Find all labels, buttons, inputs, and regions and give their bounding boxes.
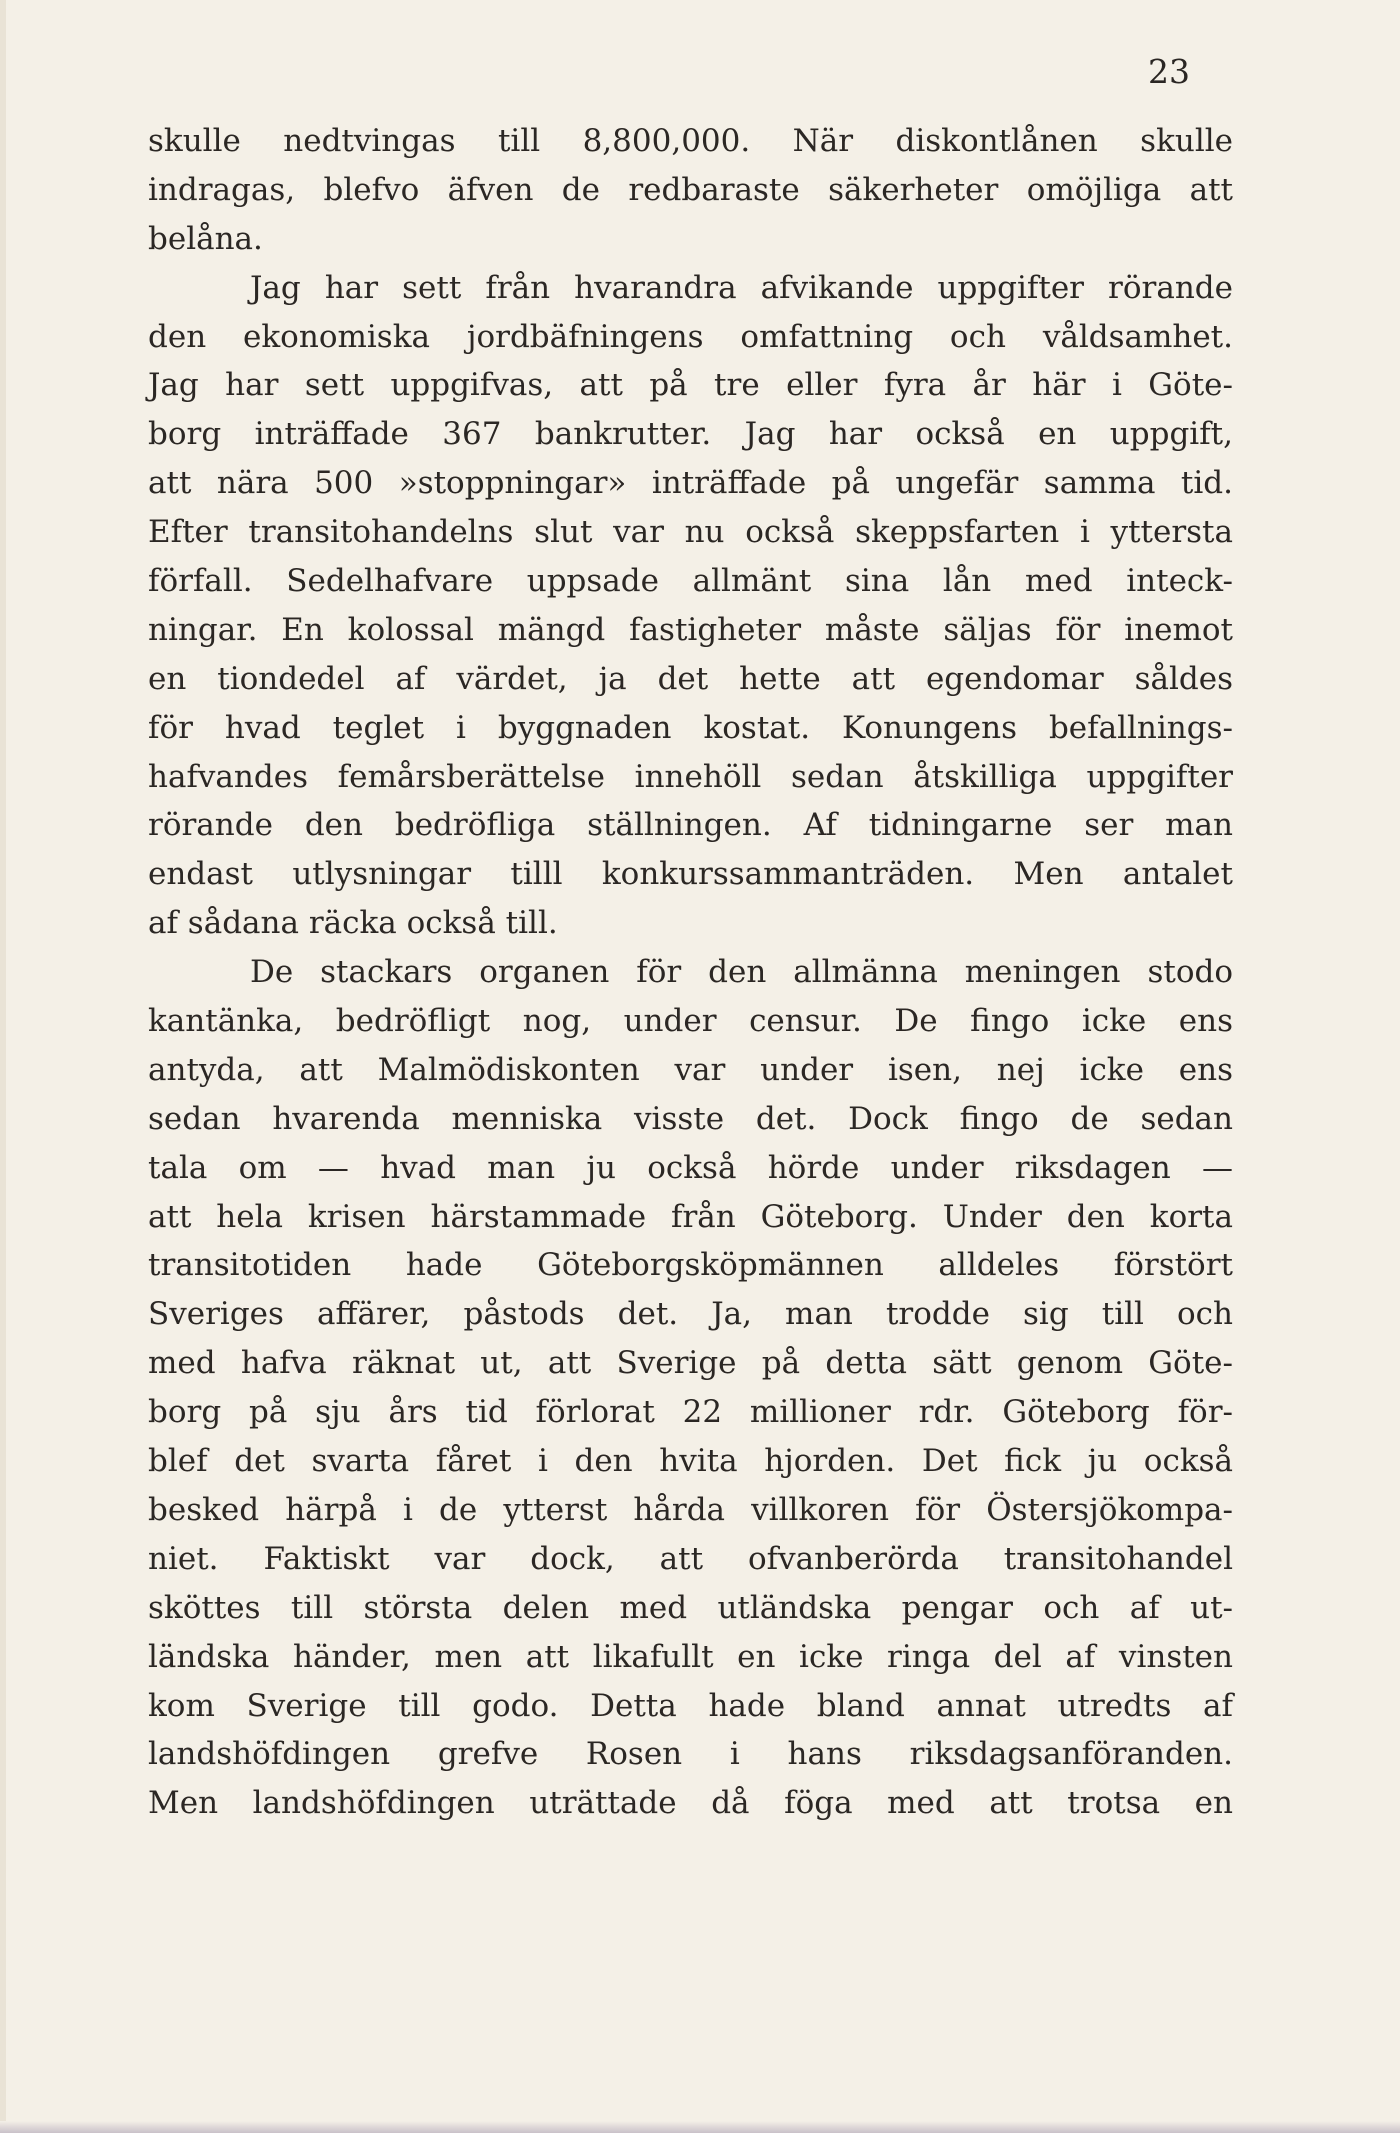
text-line: tala om — hvad man ju också hörde under riksdagen —	[148, 1149, 1233, 1186]
text-line: att hela krisen härstammade från Göteborg. Under den korta	[148, 1198, 1233, 1235]
page-bottom-edge	[0, 2121, 1400, 2133]
page-number: 23	[1148, 52, 1190, 91]
text-line: Men landshöfdingen uträttade då föga med att trotsa en	[148, 1785, 1233, 1822]
text-line: Jag har sett uppgifvas, att på tre eller fyra år här i Göte-	[148, 367, 1233, 404]
text-line: besked härpå i de ytterst hårda villkoren för Östersjökompa-	[148, 1491, 1233, 1528]
text-line: indragas, blefvo äfven de redbaraste säkerheter omöjliga att	[148, 171, 1233, 208]
text-line: antyda, att Malmödiskonten var under isen, nej icke ens	[148, 1051, 1233, 1088]
page-left-edge	[0, 0, 6, 2133]
text-line: sedan hvarenda menniska visste det. Dock fingo de sedan	[148, 1100, 1233, 1137]
text-line: Jag har sett från hvarandra afvikande uppgifter rörande	[250, 269, 1233, 306]
text-line: sköttes till största delen med utländska pengar och af ut-	[148, 1589, 1233, 1626]
text-line: borg inträffade 367 bankrutter. Jag har också en uppgift,	[148, 416, 1233, 453]
text-line: Efter transitohandelns slut var nu också skeppsfarten i yttersta	[148, 514, 1233, 551]
text-line: skulle nedtvingas till 8,800,000. När diskontlånen skulle	[148, 123, 1233, 159]
text-line: med hafva räknat ut, att Sverige på detta sätt genom Göte-	[148, 1345, 1233, 1382]
text-line: att nära 500 »stoppningar» inträffade på ungefär samma tid.	[148, 465, 1233, 502]
text-line: endast utlysningar tilll konkurssammanträden. Men antalet	[148, 856, 1233, 893]
text-line: Sveriges affärer, påstods det. Ja, man trodde sig till och	[148, 1296, 1233, 1333]
text-line: af sådana räcka också till.	[148, 905, 558, 942]
text-line: transitotiden hade Göteborgsköpmännen alldeles förstört	[148, 1247, 1233, 1284]
text-line: den ekonomiska jordbäfningens omfattning och våldsamhet.	[148, 318, 1233, 355]
text-line: niet. Faktiskt var dock, att ofvanberörda transitohandel	[148, 1540, 1233, 1577]
text-line: hafvandes femårsberättelse innehöll sedan åtskilliga uppgifter	[148, 758, 1233, 795]
text-line: belåna.	[148, 220, 263, 257]
text-line: De stackars organen för den allmänna meningen stodo	[250, 954, 1233, 991]
text-line: landshöfdingen grefve Rosen i hans riksdagsanföranden.	[148, 1736, 1233, 1773]
text-line: kom Sverige till godo. Detta hade bland annat utredts af	[148, 1687, 1233, 1724]
text-line: rörande den bedröfliga ställningen. Af tidningarne ser man	[148, 807, 1233, 844]
text-line: för hvad teglet i byggnaden kostat. Konungens befallnings-	[148, 709, 1233, 746]
text-line: förfall. Sedelhafvare uppsade allmänt sina lån med inteck-	[148, 563, 1233, 600]
text-line: en tiondedel af värdet, ja det hette att egendomar såldes	[148, 660, 1233, 697]
text-line: ländska händer, men att likafullt en icke ringa del af vinsten	[148, 1638, 1233, 1675]
text-line: blef det svarta fåret i den hvita hjorden. Det fick ju också	[148, 1443, 1233, 1480]
body-text	[148, 117, 1233, 1828]
text-line: ningar. En kolossal mängd fastigheter måste säljas för inemot	[148, 611, 1233, 648]
text-line: borg på sju års tid förlorat 22 millioner rdr. Göteborg för-	[148, 1394, 1233, 1431]
text-line: kantänka, bedröfligt nog, under censur. De fingo icke ens	[148, 1003, 1233, 1040]
